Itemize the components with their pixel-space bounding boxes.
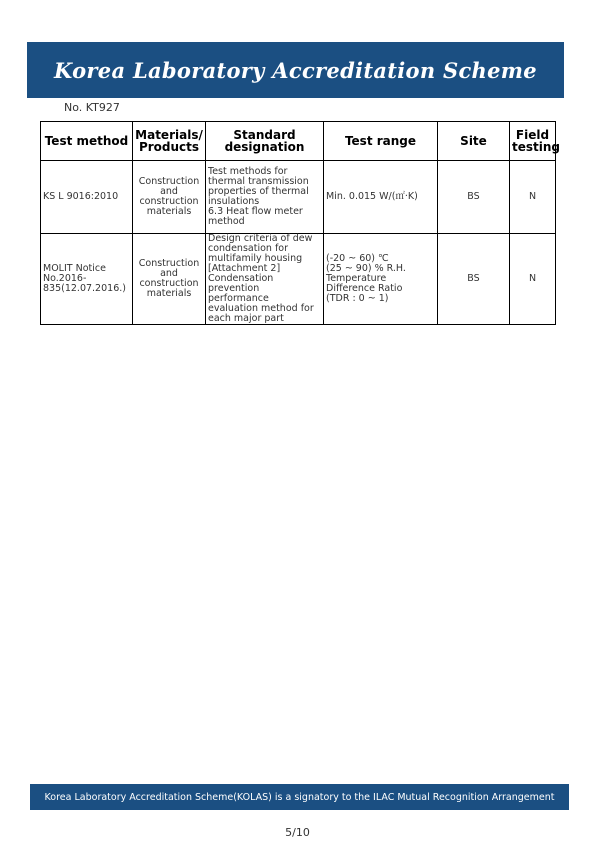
cell-line: MOLIT Notice (43, 263, 106, 274)
footer-text: Korea Laboratory Accreditation Scheme(KOLAS) is a signatory to the ILAC Mutual Recognition Arrangement (44, 791, 555, 803)
cell-line: Construction (138, 258, 200, 269)
cell-site: BS (438, 234, 510, 325)
header-test-range: Test range (324, 122, 438, 161)
cell-line: 835(12.07.2016.) (43, 283, 126, 294)
cell-line: No.2016- (43, 273, 87, 284)
document-number: No. KT927 (64, 101, 120, 114)
cell-line: (-20 ~ 60) ℃ (326, 253, 389, 264)
cell-line: materials (146, 288, 192, 299)
cell-line: evaluation method for (208, 303, 314, 314)
cell-test-method (41, 234, 133, 325)
cell-field-testing: N (510, 161, 556, 234)
cell-line: Difference Ratio (326, 283, 403, 294)
cell-line: and (160, 186, 178, 197)
header-field-line: testing (512, 140, 560, 154)
header-standard-line: Standard (233, 128, 296, 142)
cell-line: insulations (208, 196, 260, 207)
cell-line: Design criteria of dew (208, 233, 313, 244)
cell-line: 6.3 Heat flow meter (208, 206, 303, 217)
cell-line: Min. 0.015 W/(㎡·K) (326, 191, 418, 202)
cell-line: and (160, 268, 178, 279)
table-row (41, 234, 556, 325)
cell-field-testing: N (510, 234, 556, 325)
cell-test-range (324, 234, 438, 325)
header-materials (133, 122, 206, 161)
cell-line: thermal transmission (208, 176, 309, 187)
cell-line: Test methods for (208, 166, 288, 177)
cell-line: construction (139, 196, 199, 207)
header-title: Korea Laboratory Accreditation Scheme (54, 57, 537, 83)
cell-line: Condensation (208, 273, 274, 284)
cell-test-method (41, 161, 133, 234)
cell-line: Construction (138, 176, 200, 187)
cell-standard (206, 161, 324, 234)
header-materials-line: Materials/ (135, 128, 203, 142)
cell-materials (133, 234, 206, 325)
page-number: 5/10 (285, 826, 310, 839)
cell-line: (25 ~ 90) % R.H. (326, 263, 406, 274)
cell-line: Temperature (326, 273, 387, 284)
header-field-line: Field (515, 128, 550, 142)
cell-site: BS (438, 161, 510, 234)
cell-line: condensation for (208, 243, 289, 254)
header-banner (27, 42, 564, 98)
accreditation-table (40, 121, 560, 325)
cell-line: properties of thermal (208, 186, 309, 197)
header-test-method: Test method (41, 122, 133, 161)
cell-line: method (208, 216, 245, 227)
cell-line: each major part (208, 313, 284, 324)
cell-materials (133, 161, 206, 234)
cell-standard (206, 234, 324, 325)
header-materials-line: Products (138, 140, 200, 154)
header-standard (206, 122, 324, 161)
cell-line: KS L 9016:2010 (43, 191, 119, 202)
header-field-testing (510, 122, 560, 161)
cell-line: materials (146, 206, 192, 217)
header-site: Site (438, 122, 510, 161)
cell-line: (TDR : 0 ~ 1) (326, 293, 389, 304)
table-header-row (41, 122, 556, 161)
cell-line: multifamily housing (208, 253, 303, 264)
cell-line: [Attachment 2] (208, 263, 281, 274)
cell-line: construction (139, 278, 199, 289)
cell-test-range (324, 161, 438, 234)
header-standard-line: designation (224, 140, 305, 154)
table-row (41, 161, 556, 234)
footer-banner (30, 784, 569, 810)
cell-line: prevention performance (208, 283, 269, 304)
